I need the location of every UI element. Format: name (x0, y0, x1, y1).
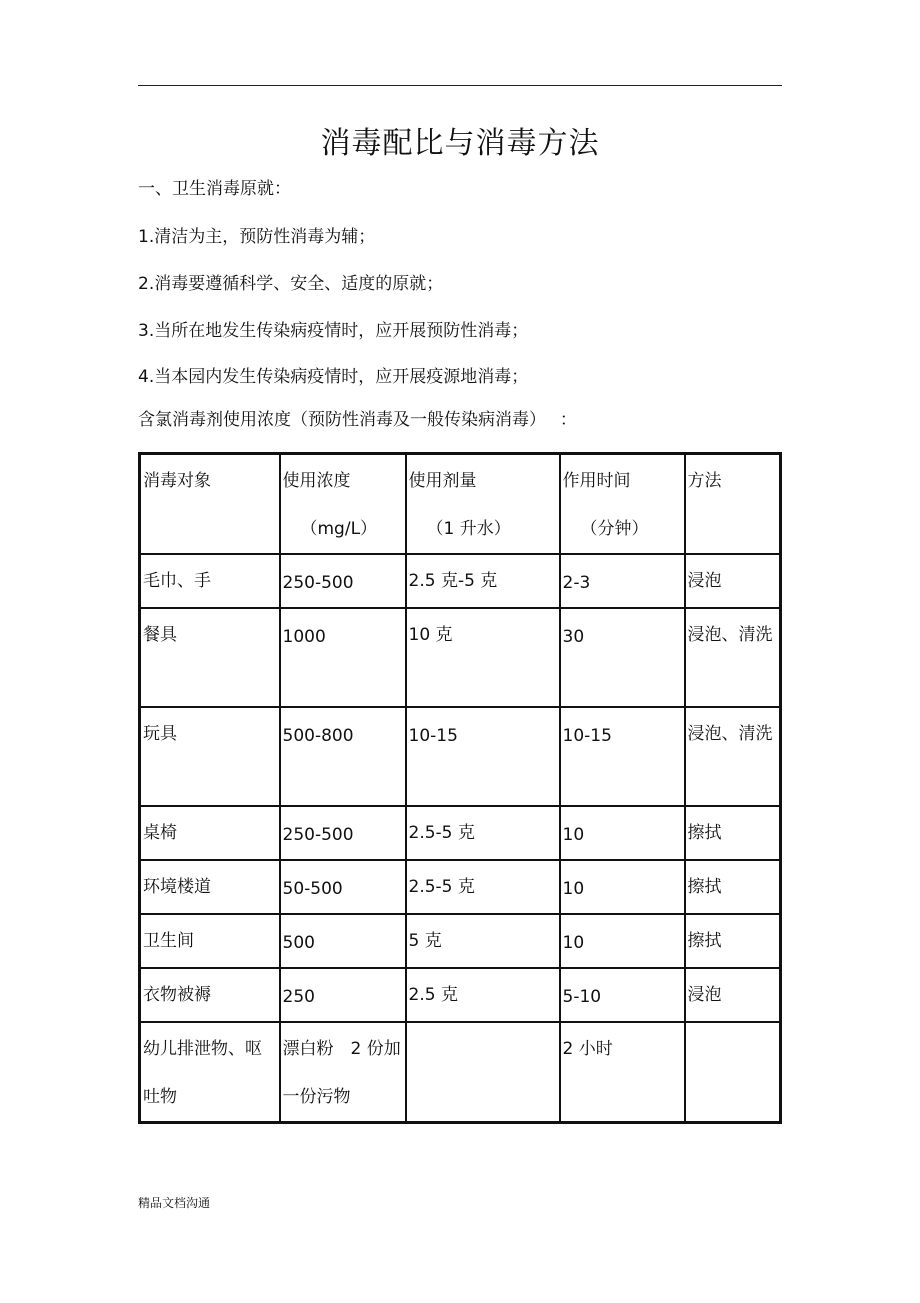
cell-duration: 10-15 (560, 707, 685, 806)
cell-dosage: 2.5-5 克 (406, 806, 560, 860)
cell-dosage: 2.5-5 克 (406, 860, 560, 914)
cell-concentration: 250-500 (280, 554, 406, 608)
cell-concentration: 漂白粉 2 份加一份污物 (280, 1022, 406, 1123)
cell-dosage (406, 1022, 560, 1123)
cell-duration: 5-10 (560, 968, 685, 1022)
cell-concentration: 250-500 (280, 806, 406, 860)
cell-duration: 10 (560, 860, 685, 914)
cell-method: 浸泡、清洗 (685, 608, 781, 707)
cell-dosage: 10-15 (406, 707, 560, 806)
document-title: 消毒配比与消毒方法 (320, 126, 600, 161)
cell-method: 擦拭 (685, 914, 781, 968)
cell-dosage: 2.5 克 (406, 968, 560, 1022)
cell-dosage: 5 克 (406, 914, 560, 968)
cell-object: 桌椅 (140, 806, 280, 860)
table-row (140, 707, 781, 806)
cell-object: 餐具 (140, 608, 280, 707)
cell-dosage: 2.5 克-5 克 (406, 554, 560, 608)
cell-method: 浸泡 (685, 554, 781, 608)
section-heading-principles: 一、卫生消毒原就： (138, 179, 291, 199)
cell-object: 玩具 (140, 707, 280, 806)
cell-method: 浸泡、清洗 (685, 707, 781, 806)
cell-method: 浸泡 (685, 968, 781, 1022)
cell-object: 毛巾、手 (140, 554, 280, 608)
table-row (140, 1022, 781, 1123)
cell-concentration: 50-500 (280, 860, 406, 914)
header-method: 方法 (685, 454, 781, 555)
header-rule (138, 85, 782, 86)
cell-object: 卫生间 (140, 914, 280, 968)
cell-method (685, 1022, 781, 1123)
cell-duration: 2-3 (560, 554, 685, 608)
cell-concentration: 250 (280, 968, 406, 1022)
table-row (140, 608, 781, 707)
cell-dosage: 10 克 (406, 608, 560, 707)
cell-duration: 10 (560, 914, 685, 968)
cell-concentration: 500 (280, 914, 406, 968)
principle-2: 2.消毒要遵循科学、安全、适度的原就； (138, 274, 444, 294)
cell-duration: 2 小时 (560, 1022, 685, 1123)
table-row (140, 806, 781, 860)
table-row (140, 554, 781, 608)
cell-concentration: 1000 (280, 608, 406, 707)
header-concentration: 使用浓度 （mg/L） (280, 454, 406, 555)
table-row (140, 968, 781, 1022)
cell-method: 擦拭 (685, 806, 781, 860)
table-row (140, 860, 781, 914)
principle-4: 4.当本园内发生传染病疫情时，应开展疫源地消毒； (138, 367, 529, 387)
cell-concentration: 500-800 (280, 707, 406, 806)
cell-object: 幼儿排泄物、呕吐物 (140, 1022, 280, 1123)
table-row (140, 914, 781, 968)
header-object: 消毒对象 (140, 454, 280, 555)
table-intro: 含氯消毒剂使用浓度（预防性消毒及一般传染病消毒） ： (138, 410, 577, 430)
cell-duration: 30 (560, 608, 685, 707)
cell-method: 擦拭 (685, 860, 781, 914)
header-duration: 作用时间 （分钟） (560, 454, 685, 555)
disinfection-table (138, 452, 782, 1124)
table-header-row (140, 454, 781, 555)
cell-duration: 10 (560, 806, 685, 860)
principle-3: 3.当所在地发生传染病疫情时，应开展预防性消毒； (138, 321, 529, 341)
cell-object: 衣物被褥 (140, 968, 280, 1022)
header-dosage: 使用剂量 （1 升水） (406, 454, 560, 555)
footer-note: 精品文档沟通 (138, 1196, 211, 1210)
principle-1: 1.清洁为主，预防性消毒为辅； (138, 227, 376, 247)
cell-object: 环境楼道 (140, 860, 280, 914)
